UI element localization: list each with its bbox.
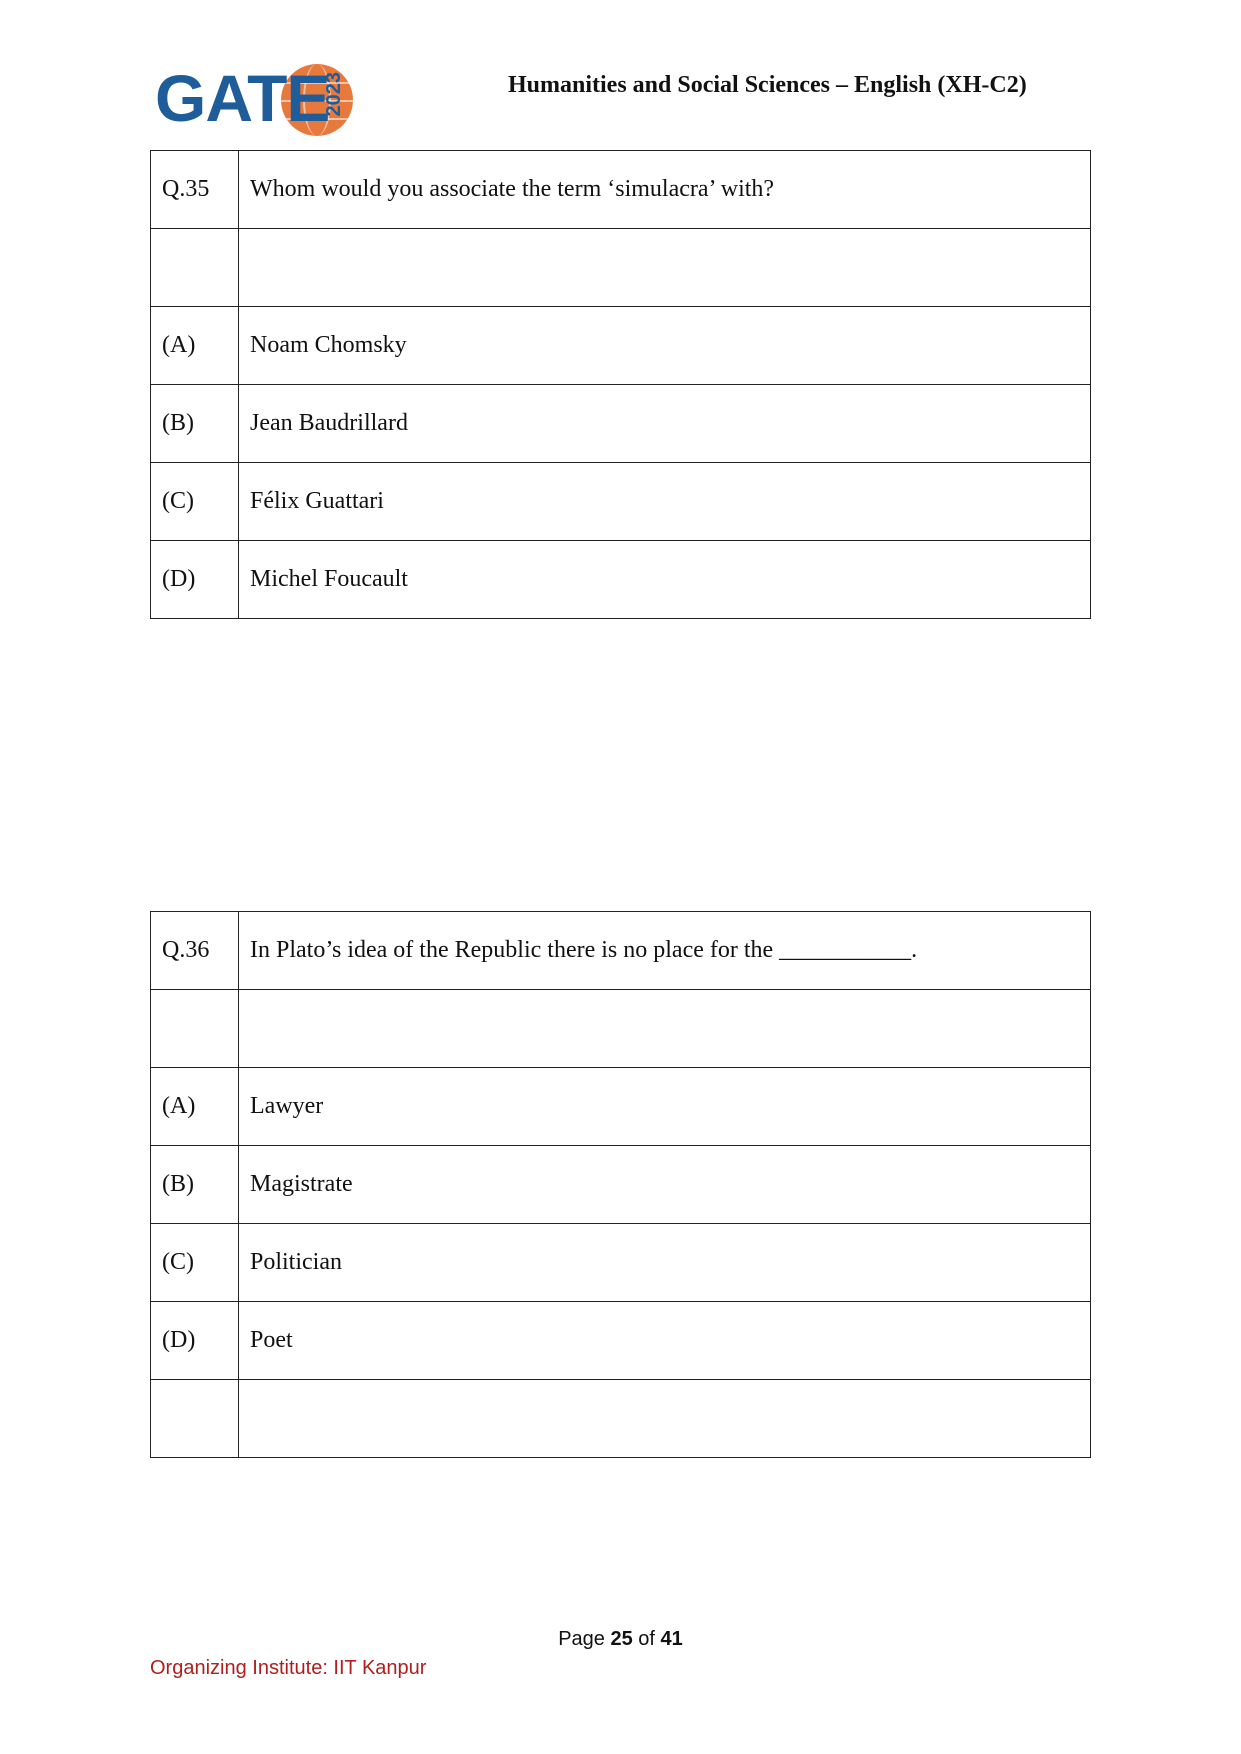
option-label: (C): [151, 1224, 239, 1302]
option-text: Magistrate: [239, 1146, 1091, 1224]
option-label: (D): [151, 1302, 239, 1380]
paper-title: Humanities and Social Sciences – English (XH-C2): [508, 72, 1027, 98]
option-label: (A): [151, 1068, 239, 1146]
question-text: In Plato’s idea of the Republic there is no place for the ___________.: [239, 912, 1091, 990]
option-label: (A): [151, 307, 239, 385]
option-text: Noam Chomsky: [239, 307, 1091, 385]
option-label: (C): [151, 463, 239, 541]
spacer-row: [151, 1380, 1091, 1458]
option-text: Poet: [239, 1302, 1091, 1380]
spacer-row: [151, 229, 1091, 307]
page-total: 41: [660, 1628, 683, 1650]
spacer-row: [151, 990, 1091, 1068]
page-prefix: Page: [558, 1628, 605, 1650]
logo-text: GATE: [155, 61, 330, 135]
option-label: (B): [151, 385, 239, 463]
option-text: Félix Guattari: [239, 463, 1091, 541]
question-text: Whom would you associate the term ‘simulacra’ with?: [239, 151, 1091, 229]
question-row: [151, 912, 1091, 990]
page-current: 25: [610, 1628, 633, 1650]
option-row-c: [151, 1224, 1091, 1302]
page-number: [0, 1628, 1241, 1651]
option-row-b: [151, 385, 1091, 463]
option-row-a: [151, 307, 1091, 385]
question-number: Q.36: [151, 912, 239, 990]
logo-year: 2023: [323, 72, 345, 117]
question-row: [151, 151, 1091, 229]
option-text: Lawyer: [239, 1068, 1091, 1146]
option-row-d: [151, 541, 1091, 619]
organizing-institute: Organizing Institute: IIT Kanpur: [150, 1657, 427, 1679]
question-35-table: [150, 150, 1091, 619]
gate-logo: [155, 58, 360, 140]
option-label: (D): [151, 541, 239, 619]
question-number: Q.35: [151, 151, 239, 229]
option-row-b: [151, 1146, 1091, 1224]
option-row-d: [151, 1302, 1091, 1380]
page-of: of: [638, 1628, 655, 1650]
option-text: Jean Baudrillard: [239, 385, 1091, 463]
question-36-table: [150, 911, 1091, 1458]
option-label: (B): [151, 1146, 239, 1224]
option-text: Michel Foucault: [239, 541, 1091, 619]
option-text: Politician: [239, 1224, 1091, 1302]
option-row-a: [151, 1068, 1091, 1146]
option-row-c: [151, 463, 1091, 541]
